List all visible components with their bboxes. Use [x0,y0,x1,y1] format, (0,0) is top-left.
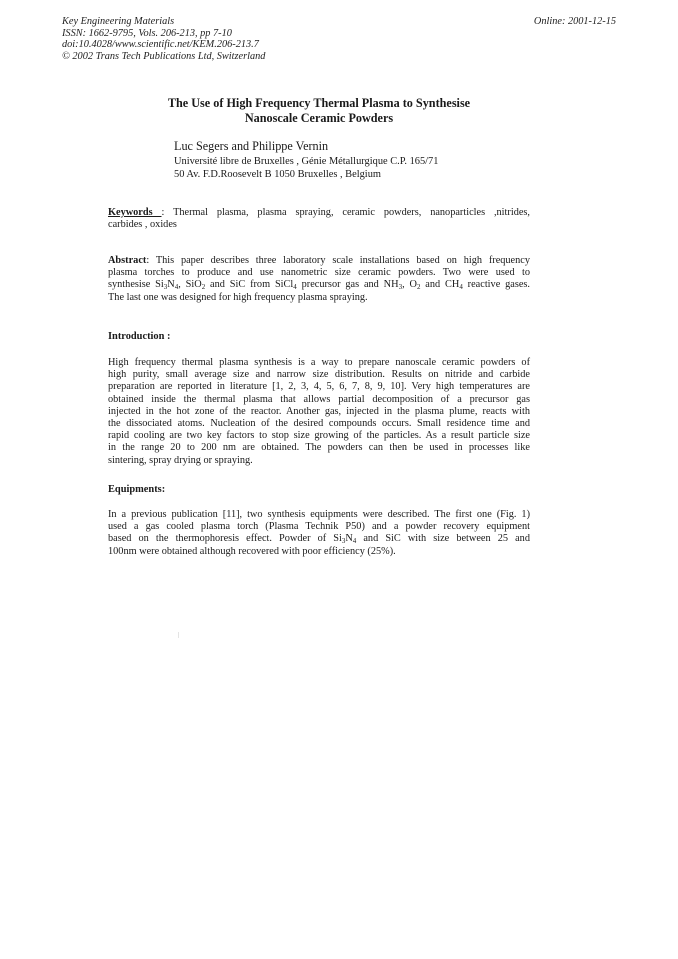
abstract-line-4: The last one was designed for high frequency plasma spraying. [108,291,368,303]
intro-line: injected in the hot zone of the reactor. Another gas, injected in the plasma plume, reacts with [108,405,530,417]
subscript-2: 2 [201,283,206,292]
paper-title [108,96,530,125]
subscript-3: 3 [398,283,403,292]
scan-artifact [178,632,179,638]
equip-line-4: 100nm were obtained although recovered with poor efficiency (25%). [108,545,396,557]
doi-line: doi:10.4028/www.scientific.net/KEM.206-213.7 [62,39,259,51]
equip-line-1: In a previous publication [11], two synthesis equipments were described. The first one (Fig. 1) [108,509,530,520]
intro-line: obtained inside the thermal plasma that allows partial decomposition of a precursor gas [108,393,530,405]
keywords-label: Keywords [108,207,162,218]
subscript-3: 3 [163,283,168,292]
copyright-line: © 2002 Trans Tech Publications Ltd, Switzerland [62,50,266,62]
equip-line-2: used a gas cooled plasma torch (Plasma Technik P50) and a powder recovery equipment [108,521,530,533]
journal-name: Key Engineering Materials [62,16,175,27]
subscript-4: 4 [459,283,463,292]
equip-line-3 [108,533,530,545]
abstract-text-3e: precursor gas and NH [296,279,399,291]
equip-text-3a: based on the thermophoresis effect. Powder of Si [108,533,342,545]
abstract-text-3h: reactive gases. [462,279,530,291]
intro-line: the dissociated atoms. Nucleation of the desired compounds occurs. Small residence time and [108,418,530,430]
intro-line: High frequency thermal plasma synthesis is a way to prepare nanoscale ceramic powders of [108,357,530,368]
intro-line: rapid cooling are two key factors to stop size growing of the particles. As a result particle size [108,430,530,442]
subscript-2: 2 [416,283,421,292]
intro-line: high purity, small average size and narrow size distribution. Results on nitride and carbide [108,369,530,381]
abstract-text-3g: and CH [420,279,460,291]
abstract-text-1: : This paper describes three laboratory scale installations based on high frequency [146,255,530,266]
authors: Luc Segers and Philippe Vernin [174,139,329,153]
issn-line: ISSN: 1662-9795, Vols. 206-213, pp 7-10 [62,27,232,39]
subscript-4: 4 [174,283,179,292]
subscript-4: 4 [352,537,357,546]
title-line-2: Nanoscale Ceramic Powders [244,110,394,125]
equip-text-3c: and SiC with size between 25 and [356,533,530,545]
keywords-block [108,207,530,231]
affiliation [174,155,438,181]
introduction-heading: Introduction : [108,331,171,342]
abstract-label: Abstract [108,255,147,266]
title-line-1: The Use of High Frequency Thermal Plasma to Synthesise [167,96,471,110]
abstract-line-3 [108,279,530,291]
subscript-3: 3 [341,537,346,546]
intro-line: sintering, spray drying or spraying. [108,454,253,466]
keywords-line-1 [108,207,530,219]
keywords-line-2: carbides , oxides [108,219,177,231]
equipments-heading: Equipments: [108,484,166,495]
journal-header [62,16,265,62]
keywords-text-1: Thermal plasma, plasma spraying, ceramic powders, nanoparticles ,nitrides, [173,207,530,218]
abstract-text-3b: N [167,279,175,291]
intro-line: in the range 20 to 200 nm are obtained. The powders can then be used in processes like [108,442,530,454]
abstract-text-3a: synthesise Si [108,279,164,291]
online-date: Online: 2001-12-15 [533,16,616,27]
affiliation-line-1: Université libre de Bruxelles , Génie Métallurgique C.P. 165/71 [174,156,439,167]
abstract-text-3c: , SiO [178,279,202,291]
abstract-block [108,255,530,304]
equip-text-3b: N [345,533,353,545]
intro-line: preparation are reported in literature [1, 2, 3, 4, 5, 6, 7, 8, 9, 10]. Very high temperatures are [108,381,530,393]
introduction-body [108,357,530,467]
abstract-line-2: plasma torches to produce and use nanometric size ceramic powders. Two were used to [108,267,530,279]
equipments-body [108,509,530,558]
abstract-text-3f: , O [402,279,417,291]
abstract-text-3d: and SiC from SiCl [205,279,294,291]
abstract-line-1 [108,255,530,267]
subscript-4: 4 [293,283,297,292]
affiliation-line-2: 50 Av. F.D.Roosevelt B 1050 Bruxelles , Belgium [174,169,381,180]
keywords-separator: : [161,207,174,218]
